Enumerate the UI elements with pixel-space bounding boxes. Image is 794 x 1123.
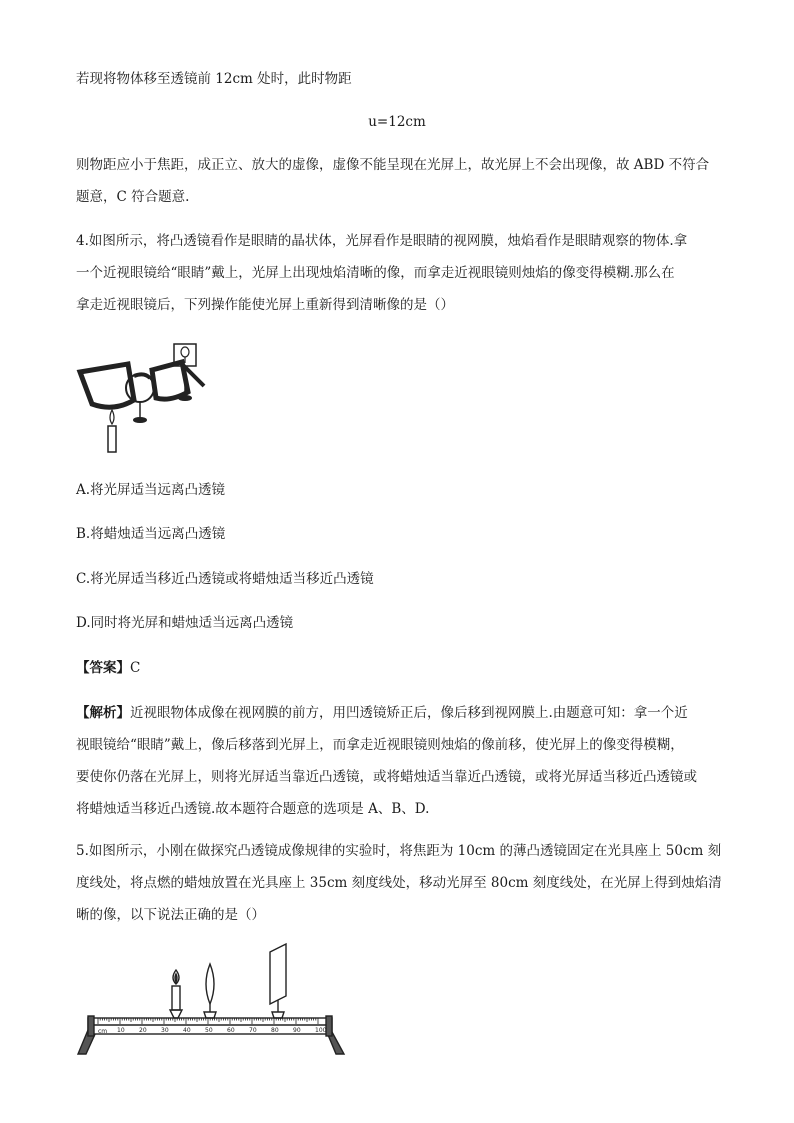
ruler-label: 20 (139, 1027, 147, 1034)
text-line: 则物距应小于焦距，成正立、放大的虚像，虚像不能呈现在光屏上，故光屏上不会出现像，故 ABD 不符合 (76, 157, 710, 173)
option-c: C.将光屏适当移近凸透镜或将蜡烛适当移近凸透镜 (76, 571, 374, 587)
optical-bench-figure (74, 940, 354, 1056)
analysis-line: 视眼镜给“眼睛”戴上，像后移落到光屏上，而拿走近视眼镜则烛焰的像前移，使光屏上的像变得模糊， (76, 737, 684, 753)
answer (76, 656, 140, 676)
ruler-label: 60 (227, 1027, 235, 1034)
analysis-text: 近视眼物体成像在视网膜的前方，用凹透镜矫正后，像后移到视网膜上.由题意可知：拿一个近 (130, 705, 688, 721)
q5-stem: 晰的像，以下说法正确的是（） (76, 907, 265, 923)
formula: u=12cm (368, 114, 426, 130)
analysis-label: 【解析】 (76, 705, 130, 721)
analysis (76, 698, 726, 728)
option-d: D.同时将光屏和蜡烛适当远离凸透镜 (76, 615, 294, 631)
ruler-label: 90 (293, 1027, 301, 1034)
ruler-label: 100 (315, 1027, 327, 1034)
glasses-lens-figure (74, 342, 214, 454)
q4-stem: 4.如图所示，将凸透镜看作是眼睛的晶状体，光屏看作是眼睛的视网膜，烛焰看作是眼睛观察的物体.拿 (76, 233, 688, 249)
ruler-label: 40 (183, 1027, 191, 1034)
analysis-line: 要使你仍落在光屏上，则将光屏适当靠近凸透镜，或将蜡烛适当靠近凸透镜，或将光屏适当移近凸透镜或 (76, 769, 697, 785)
option-b: B.将蜡烛适当远离凸透镜 (76, 526, 226, 542)
ruler-label: 50 (205, 1027, 213, 1034)
ruler-unit: cm (98, 1028, 108, 1035)
q4-stem: 拿走近视眼镜后，下列操作能使光屏上重新得到清晰像的是（） (76, 297, 454, 313)
text-line: 题意，C 符合题意. (76, 189, 190, 205)
answer-value: C (130, 660, 141, 676)
answer-label: 【答案】 (76, 660, 130, 676)
ruler-label: 10 (117, 1027, 125, 1034)
ruler-label: 70 (249, 1027, 257, 1034)
ruler-label: 30 (161, 1027, 169, 1034)
q5-stem: 度线处，将点燃的蜡烛放置在光具座上 35cm 刻度线处，移动光屏至 80cm 刻度线处，在光屏上得到烛焰清 (76, 875, 722, 891)
q5-stem: 5.如图所示，小刚在做探究凸透镜成像规律的实验时，将焦距为 10cm 的薄凸透镜固定在光具座上 50cm 刻 (76, 843, 722, 859)
text-line: 若现将物体移至透镜前 12cm 处时，此时物距 (76, 71, 352, 87)
q4-stem: 一个近视眼镜给“眼睛”戴上，光屏上出现烛焰清晰的像，而拿走近视眼镜则烛焰的像变得模糊.那么在 (76, 265, 675, 281)
ruler-label: 80 (271, 1027, 279, 1034)
option-a: A.将光屏适当远离凸透镜 (76, 482, 226, 498)
analysis-line: 将蜡烛适当移近凸透镜.故本题符合题意的选项是 A、B、D. (76, 801, 430, 817)
